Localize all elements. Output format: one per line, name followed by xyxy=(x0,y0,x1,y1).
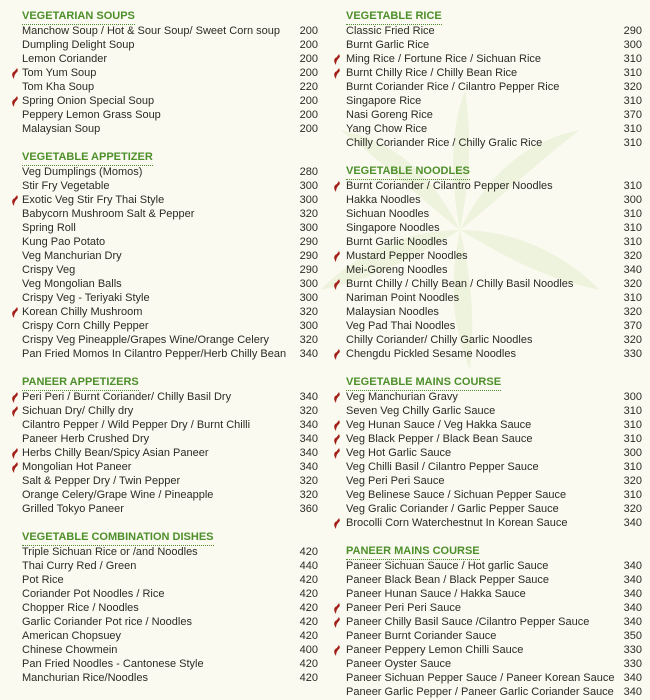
menu-item-name: Veg Manchurian Dry xyxy=(22,250,122,262)
menu-item-price: 320 xyxy=(623,278,642,290)
menu-item-name: Coriander Pot Noodles / Rice xyxy=(22,588,165,600)
menu-item xyxy=(0,52,325,66)
menu-item-name: American Chopsuey xyxy=(22,630,122,642)
menu-item-name: Korean Chilly Mushroom xyxy=(22,306,143,318)
chili-icon xyxy=(333,603,341,614)
menu-item-name: Paneer Herb Crushed Dry xyxy=(22,433,150,445)
menu-item xyxy=(328,24,650,38)
menu-item xyxy=(0,404,325,418)
menu-item xyxy=(328,277,650,291)
menu-item-price: 300 xyxy=(299,278,318,290)
menu-item-name: Grilled Tokyo Paneer xyxy=(22,503,124,515)
menu-item xyxy=(0,601,325,615)
menu-item xyxy=(0,319,325,333)
menu-item xyxy=(0,66,325,80)
menu-item-name: Crispy Corn Chilly Pepper xyxy=(22,320,149,332)
menu-item-name: Veg Belinese Sauce / Sichuan Pepper Sauce xyxy=(346,489,567,501)
menu-item-price: 320 xyxy=(299,489,318,501)
menu-item xyxy=(0,418,325,432)
menu-item xyxy=(328,432,650,446)
menu-item-price: 340 xyxy=(299,461,318,473)
menu-item xyxy=(328,207,650,221)
menu-item xyxy=(328,122,650,136)
menu-item xyxy=(328,601,650,615)
menu-item-name: Pan Fried Noodles - Cantonese Style xyxy=(22,658,204,670)
menu-item-price: 290 xyxy=(299,250,318,262)
menu-item-name: Burnt Chilly Rice / Chilly Bean Rice xyxy=(346,67,518,79)
menu-item-name: Babycorn Mushroom Salt & Pepper xyxy=(22,208,195,220)
menu-item xyxy=(0,80,325,94)
menu-item-price: 200 xyxy=(299,39,318,51)
menu-item-name: Chopper Rice / Noodles xyxy=(22,602,139,614)
menu-item-name: Yang Chow Rice xyxy=(346,123,428,135)
menu-item-name: Crispy Veg xyxy=(22,264,76,276)
menu-item xyxy=(0,235,325,249)
menu-item-name: Veg Manchurian Gravy xyxy=(346,391,458,403)
menu-item-name: Burnt Garlic Rice xyxy=(346,39,430,51)
menu-item-price: 340 xyxy=(299,433,318,445)
menu-item xyxy=(0,488,325,502)
menu-item-price: 320 xyxy=(623,306,642,318)
menu-item-price: 320 xyxy=(623,475,642,487)
chili-icon xyxy=(11,392,19,403)
menu-item-price: 310 xyxy=(623,95,642,107)
menu-item-name: Paneer Peri Peri Sauce xyxy=(346,602,461,614)
menu-item xyxy=(0,587,325,601)
menu-item-name: Manchurian Rice/Noodles xyxy=(22,672,148,684)
menu-item-price: 200 xyxy=(299,109,318,121)
menu-item-name: Paneer Hunan Sauce / Hakka Sauce xyxy=(346,588,526,600)
menu-item-price: 200 xyxy=(299,123,318,135)
menu-item-price: 200 xyxy=(299,95,318,107)
menu-item-name: Crispy Veg - Teriyaki Style xyxy=(22,292,150,304)
menu-item xyxy=(328,671,650,685)
menu-item-price: 320 xyxy=(623,334,642,346)
chili-icon xyxy=(333,645,341,656)
menu-item-name: Paneer Peppery Lemon Chilli Sauce xyxy=(346,644,524,656)
menu-item-price: 340 xyxy=(623,517,642,529)
menu-item xyxy=(0,193,325,207)
menu-item-price: 340 xyxy=(299,419,318,431)
menu-item-price: 220 xyxy=(299,81,318,93)
menu-item-name: Mei-Goreng Noodles xyxy=(346,264,448,276)
menu-item-price: 300 xyxy=(299,292,318,304)
menu-item xyxy=(328,193,650,207)
menu-item-price: 300 xyxy=(623,39,642,51)
section-heading: VEGETARIAN SOUPS xyxy=(22,10,135,22)
menu-item-name: Kung Pao Potato xyxy=(22,236,106,248)
menu-item-name: Spring Roll xyxy=(22,222,76,234)
chili-icon xyxy=(11,406,19,417)
section-heading: VEGETABLE NOODLES xyxy=(346,165,470,177)
menu-item-name: Mongolian Hot Paneer xyxy=(22,461,132,473)
menu-item-name: Sichuan Noodles xyxy=(346,208,430,220)
menu-item xyxy=(328,94,650,108)
menu-item-name: Classic Fried Rice xyxy=(346,25,435,37)
menu-item xyxy=(0,545,325,559)
menu-item xyxy=(328,66,650,80)
menu-item-price: 300 xyxy=(299,180,318,192)
menu-item-price: 330 xyxy=(623,658,642,670)
menu-item-price: 320 xyxy=(299,405,318,417)
menu-item-price: 340 xyxy=(623,686,642,698)
chili-icon xyxy=(333,518,341,529)
menu-item-name: Exotic Veg Stir Fry Thai Style xyxy=(22,194,165,206)
menu-item xyxy=(328,221,650,235)
menu-item-price: 370 xyxy=(623,320,642,332)
menu-item xyxy=(328,460,650,474)
menu-item-name: Chengdu Pickled Sesame Noodles xyxy=(346,348,516,360)
menu-item-price: 290 xyxy=(299,264,318,276)
menu-item-price: 300 xyxy=(299,222,318,234)
menu-item xyxy=(328,38,650,52)
menu-item xyxy=(0,263,325,277)
menu-item xyxy=(328,263,650,277)
menu-item xyxy=(328,136,650,150)
menu-item-price: 420 xyxy=(299,602,318,614)
menu-item xyxy=(0,221,325,235)
menu-item-name: Tom Yum Soup xyxy=(22,67,97,79)
menu-item-price: 420 xyxy=(299,574,318,586)
menu-item xyxy=(328,179,650,193)
menu-item-price: 340 xyxy=(623,602,642,614)
menu-item-name: Veg Chilli Basil / Cilantro Pepper Sauce xyxy=(346,461,539,473)
menu-item-price: 420 xyxy=(299,672,318,684)
menu-item xyxy=(328,559,650,573)
menu-item xyxy=(328,657,650,671)
menu-item-price: 310 xyxy=(623,222,642,234)
menu-item-name: Veg Gralic Coriander / Garlic Pepper Sauce xyxy=(346,503,559,515)
menu-item-name: Brocolli Corn Waterchestnut In Korean Sauce xyxy=(346,517,568,529)
menu-item-name: Paneer Chilly Basil Sauce /Cilantro Pepper Sauce xyxy=(346,616,590,628)
menu-item-price: 320 xyxy=(299,475,318,487)
menu-item-price: 360 xyxy=(299,503,318,515)
menu-item-name: Burnt Coriander Rice / Cilantro Pepper Rice xyxy=(346,81,560,93)
menu-item-name: Pot Rice xyxy=(22,574,64,586)
menu-item-price: 300 xyxy=(299,194,318,206)
menu-item-name: Tom Kha Soup xyxy=(22,81,95,93)
menu-item-price: 310 xyxy=(623,292,642,304)
menu-item-name: Malaysian Soup xyxy=(22,123,101,135)
menu-item-price: 340 xyxy=(623,672,642,684)
menu-item xyxy=(328,643,650,657)
menu-item-price: 300 xyxy=(623,447,642,459)
menu-item xyxy=(0,207,325,221)
menu-item-name: Burnt Garlic Noodles xyxy=(346,236,448,248)
menu-item xyxy=(328,587,650,601)
menu-item xyxy=(0,460,325,474)
menu-item xyxy=(328,80,650,94)
menu-item-name: Veg Hunan Sauce / Veg Hakka Sauce xyxy=(346,419,532,431)
menu-item xyxy=(328,347,650,361)
menu-item-price: 320 xyxy=(623,503,642,515)
chili-icon xyxy=(11,96,19,107)
menu-item-name: Nariman Point Noodles xyxy=(346,292,460,304)
menu-item-name: Veg Mongolian Balls xyxy=(22,278,122,290)
menu-item xyxy=(0,305,325,319)
chili-icon xyxy=(333,181,341,192)
menu-item-name: Singapore Rice xyxy=(346,95,422,107)
menu-item-name: Paneer Sichuan Sauce / Hot garlic Sauce xyxy=(346,560,549,572)
chili-icon xyxy=(333,68,341,79)
chili-icon xyxy=(11,68,19,79)
menu-item-price: 310 xyxy=(623,405,642,417)
chili-icon xyxy=(11,462,19,473)
menu-item-name: Salt & Pepper Dry / Twin Pepper xyxy=(22,475,181,487)
menu-item-price: 340 xyxy=(299,391,318,403)
menu-item xyxy=(328,615,650,629)
menu-item-price: 340 xyxy=(623,616,642,628)
menu-item-name: Cilantro Pepper / Wild Pepper Dry / Burnt Chilli xyxy=(22,419,251,431)
chili-icon xyxy=(333,448,341,459)
menu-item-name: Veg Dumplings (Momos) xyxy=(22,166,143,178)
menu-item-name: Peppery Lemon Grass Soup xyxy=(22,109,161,121)
menu-item xyxy=(0,502,325,516)
menu-item xyxy=(328,629,650,643)
menu-item-price: 290 xyxy=(623,25,642,37)
menu-item xyxy=(328,502,650,516)
menu-item-name: Pan Fried Momos In Cilantro Pepper/Herb Chilly Bean xyxy=(22,348,287,360)
menu-item-name: Manchow Soup / Hot & Sour Soup/ Sweet Corn soup xyxy=(22,25,281,37)
menu-item-name: Burnt Chilly / Chilly Bean / Chilly Basil Noodles xyxy=(346,278,574,290)
menu-item-name: Thai Curry Red / Green xyxy=(22,560,137,572)
menu-item-price: 310 xyxy=(623,433,642,445)
menu-item xyxy=(328,390,650,404)
menu-item-price: 310 xyxy=(623,489,642,501)
menu-item-price: 320 xyxy=(299,208,318,220)
menu-item-name: Veg Black Pepper / Black Bean Sauce xyxy=(346,433,533,445)
section-heading: PANEER MAINS COURSE xyxy=(346,545,480,557)
menu-item-name: Burnt Coriander / Cilantro Pepper Noodles xyxy=(346,180,553,192)
menu-item-price: 310 xyxy=(623,419,642,431)
menu-item-name: Ming Rice / Fortune Rice / Sichuan Rice xyxy=(346,53,542,65)
menu-item xyxy=(328,319,650,333)
menu-item xyxy=(0,38,325,52)
menu-item xyxy=(0,108,325,122)
menu-item-price: 310 xyxy=(623,180,642,192)
menu-item-price: 200 xyxy=(299,25,318,37)
menu-item xyxy=(328,404,650,418)
menu-item-name: Mustard Pepper Noodles xyxy=(346,250,468,262)
menu-item-name: Chilly Coriander Rice / Chilly Gralic Rice xyxy=(346,137,543,149)
menu-item xyxy=(0,671,325,685)
menu-item-name: Seven Veg Chilly Garlic Sauce xyxy=(346,405,496,417)
section-heading: VEGETABLE APPETIZER xyxy=(22,151,153,163)
menu-item-price: 340 xyxy=(623,574,642,586)
menu-item xyxy=(328,249,650,263)
chili-icon xyxy=(11,195,19,206)
menu-item-price: 340 xyxy=(299,447,318,459)
menu-item-price: 320 xyxy=(299,306,318,318)
chili-icon xyxy=(333,349,341,360)
menu-item xyxy=(0,291,325,305)
menu-item xyxy=(0,347,325,361)
menu-item xyxy=(0,122,325,136)
menu-item xyxy=(328,516,650,530)
menu-item-price: 320 xyxy=(299,334,318,346)
chili-icon xyxy=(11,307,19,318)
menu-item-price: 330 xyxy=(623,348,642,360)
menu-item-name: Chilly Coriander/ Chilly Garlic Noodles xyxy=(346,334,533,346)
menu-item xyxy=(0,573,325,587)
menu-item-name: Veg Hot Garlic Sauce xyxy=(346,447,452,459)
menu-item xyxy=(328,488,650,502)
menu-item-name: Singapore Noodles xyxy=(346,222,440,234)
menu-item-name: Veg Pad Thai Noodles xyxy=(346,320,456,332)
menu-item-price: 310 xyxy=(623,137,642,149)
menu-item xyxy=(0,333,325,347)
menu-item xyxy=(0,629,325,643)
menu-item-price: 340 xyxy=(623,588,642,600)
menu-item-price: 200 xyxy=(299,67,318,79)
menu-item-name: Dumpling Delight Soup xyxy=(22,39,135,51)
chili-icon xyxy=(333,54,341,65)
menu-item xyxy=(328,573,650,587)
menu-item xyxy=(328,108,650,122)
menu-item-price: 320 xyxy=(623,250,642,262)
menu-item-name: Nasi Goreng Rice xyxy=(346,109,433,121)
menu-item-name: Sichuan Dry/ Chilly dry xyxy=(22,405,134,417)
menu-item-name: Stir Fry Vegetable xyxy=(22,180,110,192)
menu-item-name: Paneer Sichuan Pepper Sauce / Paneer Korean Sauce xyxy=(346,672,615,684)
menu-item-name: Paneer Burnt Coriander Sauce xyxy=(346,630,497,642)
menu-item-name: Veg Peri Peri Sauce xyxy=(346,475,445,487)
menu-item xyxy=(0,474,325,488)
menu-item xyxy=(328,474,650,488)
menu-item-name: Crispy Veg Pineapple/Grapes Wine/Orange Celery xyxy=(22,334,270,346)
menu-item-price: 200 xyxy=(299,53,318,65)
menu-item xyxy=(0,179,325,193)
menu-item-price: 300 xyxy=(299,320,318,332)
chili-icon xyxy=(333,392,341,403)
menu-item-name: Peri Peri / Burnt Coriander/ Chilly Basil Dry xyxy=(22,391,232,403)
chili-icon xyxy=(333,434,341,445)
menu-item-price: 310 xyxy=(623,67,642,79)
menu-item-name: Lemon Coriander xyxy=(22,53,107,65)
menu-item-price: 400 xyxy=(299,644,318,656)
menu-item xyxy=(328,446,650,460)
chili-icon xyxy=(333,617,341,628)
menu-item xyxy=(0,24,325,38)
menu-item-price: 310 xyxy=(623,123,642,135)
menu-item xyxy=(0,559,325,573)
menu-item-price: 310 xyxy=(623,53,642,65)
menu-item-price: 310 xyxy=(623,461,642,473)
menu-item-price: 290 xyxy=(299,236,318,248)
menu-item-price: 420 xyxy=(299,616,318,628)
menu-item-price: 340 xyxy=(299,348,318,360)
menu-item xyxy=(0,432,325,446)
menu-item-price: 310 xyxy=(623,208,642,220)
menu-item xyxy=(0,165,325,179)
menu-item-price: 350 xyxy=(623,630,642,642)
menu-item-name: Paneer Garlic Pepper / Paneer Garlic Coriander Sauce xyxy=(346,686,614,698)
section-heading: VEGETABLE RICE xyxy=(346,10,442,22)
menu-item-price: 340 xyxy=(623,560,642,572)
menu-item-name: Malaysian Noodles xyxy=(346,306,439,318)
menu-item xyxy=(328,52,650,66)
chili-icon xyxy=(333,279,341,290)
menu-item-name: Triple Sichuan Rice or /and Noodles xyxy=(22,546,198,558)
menu-item-price: 330 xyxy=(623,644,642,656)
menu-item-price: 280 xyxy=(299,166,318,178)
menu-item xyxy=(328,305,650,319)
chili-icon xyxy=(11,448,19,459)
menu-item-price: 310 xyxy=(623,236,642,248)
menu-item xyxy=(0,249,325,263)
menu-item-price: 420 xyxy=(299,546,318,558)
menu-item-name: Spring Onion Special Soup xyxy=(22,95,155,107)
menu-item-name: Orange Celery/Grape Wine / Pineapple xyxy=(22,489,214,501)
menu-item xyxy=(328,235,650,249)
menu-item-price: 300 xyxy=(623,194,642,206)
menu-item-price: 370 xyxy=(623,109,642,121)
menu-item-name: Chinese Chowmein xyxy=(22,644,118,656)
menu-item-price: 420 xyxy=(299,588,318,600)
chili-icon xyxy=(333,251,341,262)
menu-item xyxy=(0,390,325,404)
section-heading: PANEER APPETIZERS xyxy=(22,376,139,388)
menu-item-name: Garlic Coriander Pot rice / Noodles xyxy=(22,616,192,628)
menu-item xyxy=(328,685,650,699)
menu-item xyxy=(328,333,650,347)
section-heading: VEGETABLE MAINS COURSE xyxy=(346,376,502,388)
menu-item-price: 300 xyxy=(623,391,642,403)
menu-item-price: 420 xyxy=(299,630,318,642)
menu-item-name: Hakka Noodles xyxy=(346,194,421,206)
menu-item-name: Paneer Oyster Sauce xyxy=(346,658,452,670)
menu-item-price: 440 xyxy=(299,560,318,572)
menu-item xyxy=(0,643,325,657)
menu-item xyxy=(0,446,325,460)
menu-item xyxy=(328,418,650,432)
chili-icon xyxy=(333,420,341,431)
menu-item-price: 420 xyxy=(299,658,318,670)
menu-item xyxy=(0,657,325,671)
menu-item-name: Herbs Chilly Bean/Spicy Asian Paneer xyxy=(22,447,209,459)
menu-item xyxy=(0,277,325,291)
menu-item xyxy=(0,94,325,108)
menu-item-price: 340 xyxy=(623,264,642,276)
menu-item-name: Paneer Black Bean / Black Pepper Sauce xyxy=(346,574,550,586)
menu-item xyxy=(0,615,325,629)
section-heading: VEGETABLE COMBINATION DISHES xyxy=(22,531,214,543)
menu-item-price: 320 xyxy=(623,81,642,93)
menu-item xyxy=(328,291,650,305)
